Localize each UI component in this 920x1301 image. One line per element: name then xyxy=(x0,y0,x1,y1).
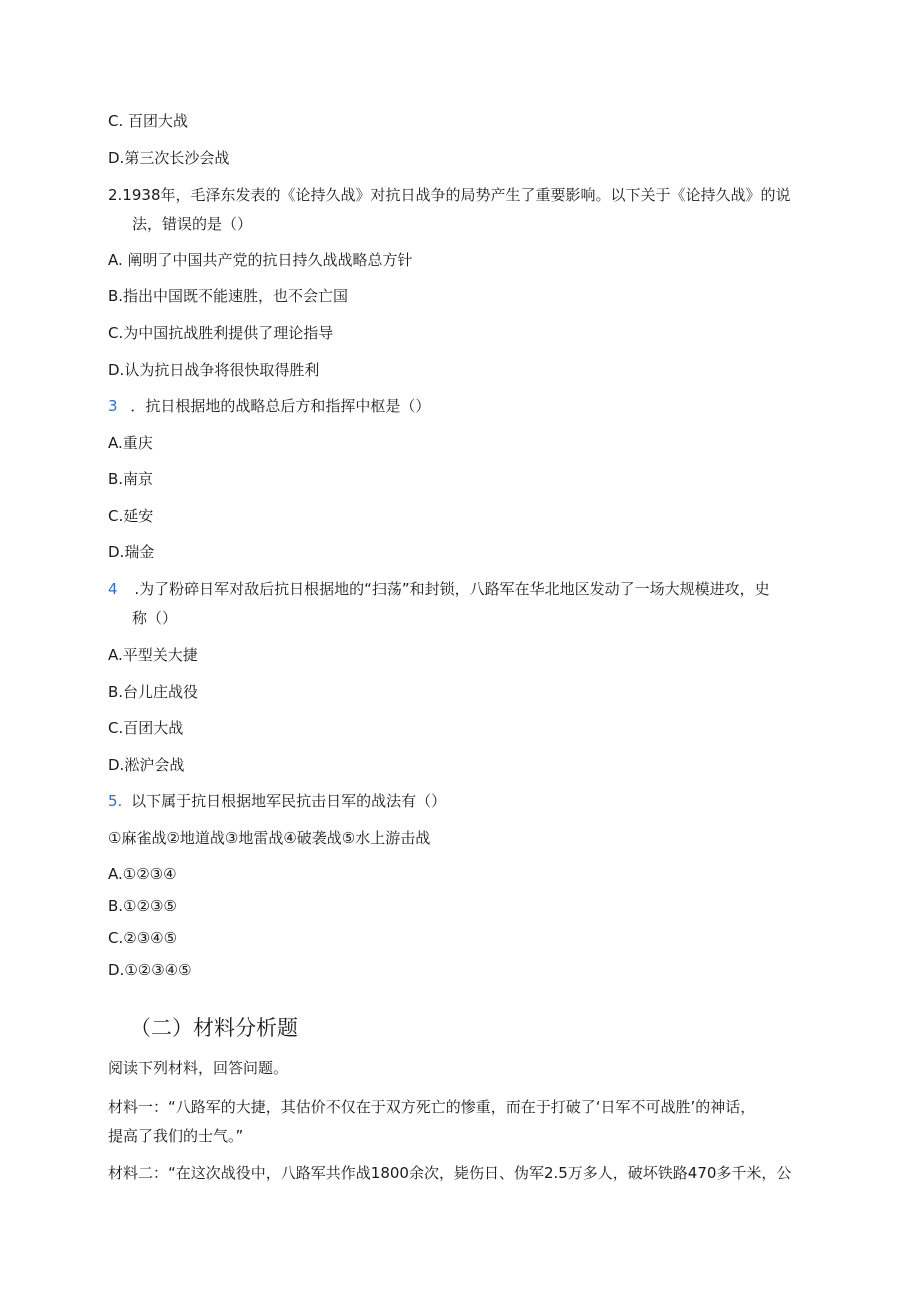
q3-option-b: B.南京 xyxy=(108,470,154,488)
q4-stem-line2: 称（） xyxy=(132,609,178,627)
q3-option-c: C.延安 xyxy=(108,507,154,525)
q5-option-c: C.②③④⑤ xyxy=(108,929,178,947)
q2-option-d: D.认为抗日战争将很快取得胜利 xyxy=(108,361,320,379)
q3-option-a: A.重庆 xyxy=(108,434,153,452)
q2-stem-line2: 法，错误的是（） xyxy=(132,215,253,233)
q2-option-c: C.为中国抗战胜利提供了理论指导 xyxy=(108,324,334,342)
q1-option-c: C. 百团大战 xyxy=(108,112,189,130)
q4-stem-text: .为了粉碎日军对敌后抗日根据地的“扫荡”和封锁，八路军在华北地区发动了一场大规模进攻，史 xyxy=(134,580,770,598)
q3-number: 3 xyxy=(108,397,118,415)
q5-option-b: B.①②③⑤ xyxy=(108,897,177,915)
q5-stem-text: 以下属于抗日根据地军民抗击日军的战法有（） xyxy=(131,792,447,810)
q4-option-a: A.平型关大捷 xyxy=(108,646,198,664)
q3-stem-text: ．抗日根据地的战略总后方和指挥中枢是（） xyxy=(130,397,431,415)
q4-option-b: B.台儿庄战役 xyxy=(108,683,199,701)
q3-stem xyxy=(108,396,430,416)
q2-option-a: A. 阐明了中国共产党的抗日持久战战略总方针 xyxy=(108,251,413,269)
q1-option-d: D.第三次长沙会战 xyxy=(108,149,230,167)
material1-line2: 提高了我们的士气。” xyxy=(108,1127,244,1145)
q5-option-a: A.①②③④ xyxy=(108,865,177,883)
q5-stem xyxy=(108,791,446,811)
q5-number: 5. xyxy=(108,792,123,810)
q4-option-c: C.百团大战 xyxy=(108,719,184,737)
material1-line1: 材料一：“八路军的大捷，其估价不仅在于双方死亡的惨重，而在于打破了‘日军不可战胜’的神话， xyxy=(108,1098,756,1116)
q3-option-d: D.瑞金 xyxy=(108,543,155,561)
q5-items: ①麻雀战②地道战③地雷战④破袭战⑤水上游击战 xyxy=(108,829,431,847)
q2-stem-line1: 2.1938年，毛泽东发表的《论持久战》对抗日战争的局势产生了重要影响。以下关于《论持久战》的说 xyxy=(108,186,791,204)
section-title: （二）材料分析题 xyxy=(130,1016,298,1040)
q2-option-b: B.指出中国既不能速胜，也不会亡国 xyxy=(108,287,349,305)
material2-line1: 材料二：“在这次战役中，八路军共作战1800余次，毙伤日、伪军2.5万多人，破坏铁路470多千米，公 xyxy=(108,1164,792,1182)
q4-stem-line1 xyxy=(108,579,770,599)
instruction: 阅读下列材料，回答问题。 xyxy=(108,1059,289,1077)
q4-number: 4 xyxy=(108,580,118,598)
q4-option-d: D.淞沪会战 xyxy=(108,756,185,774)
q5-option-d: D.①②③④⑤ xyxy=(108,961,192,979)
